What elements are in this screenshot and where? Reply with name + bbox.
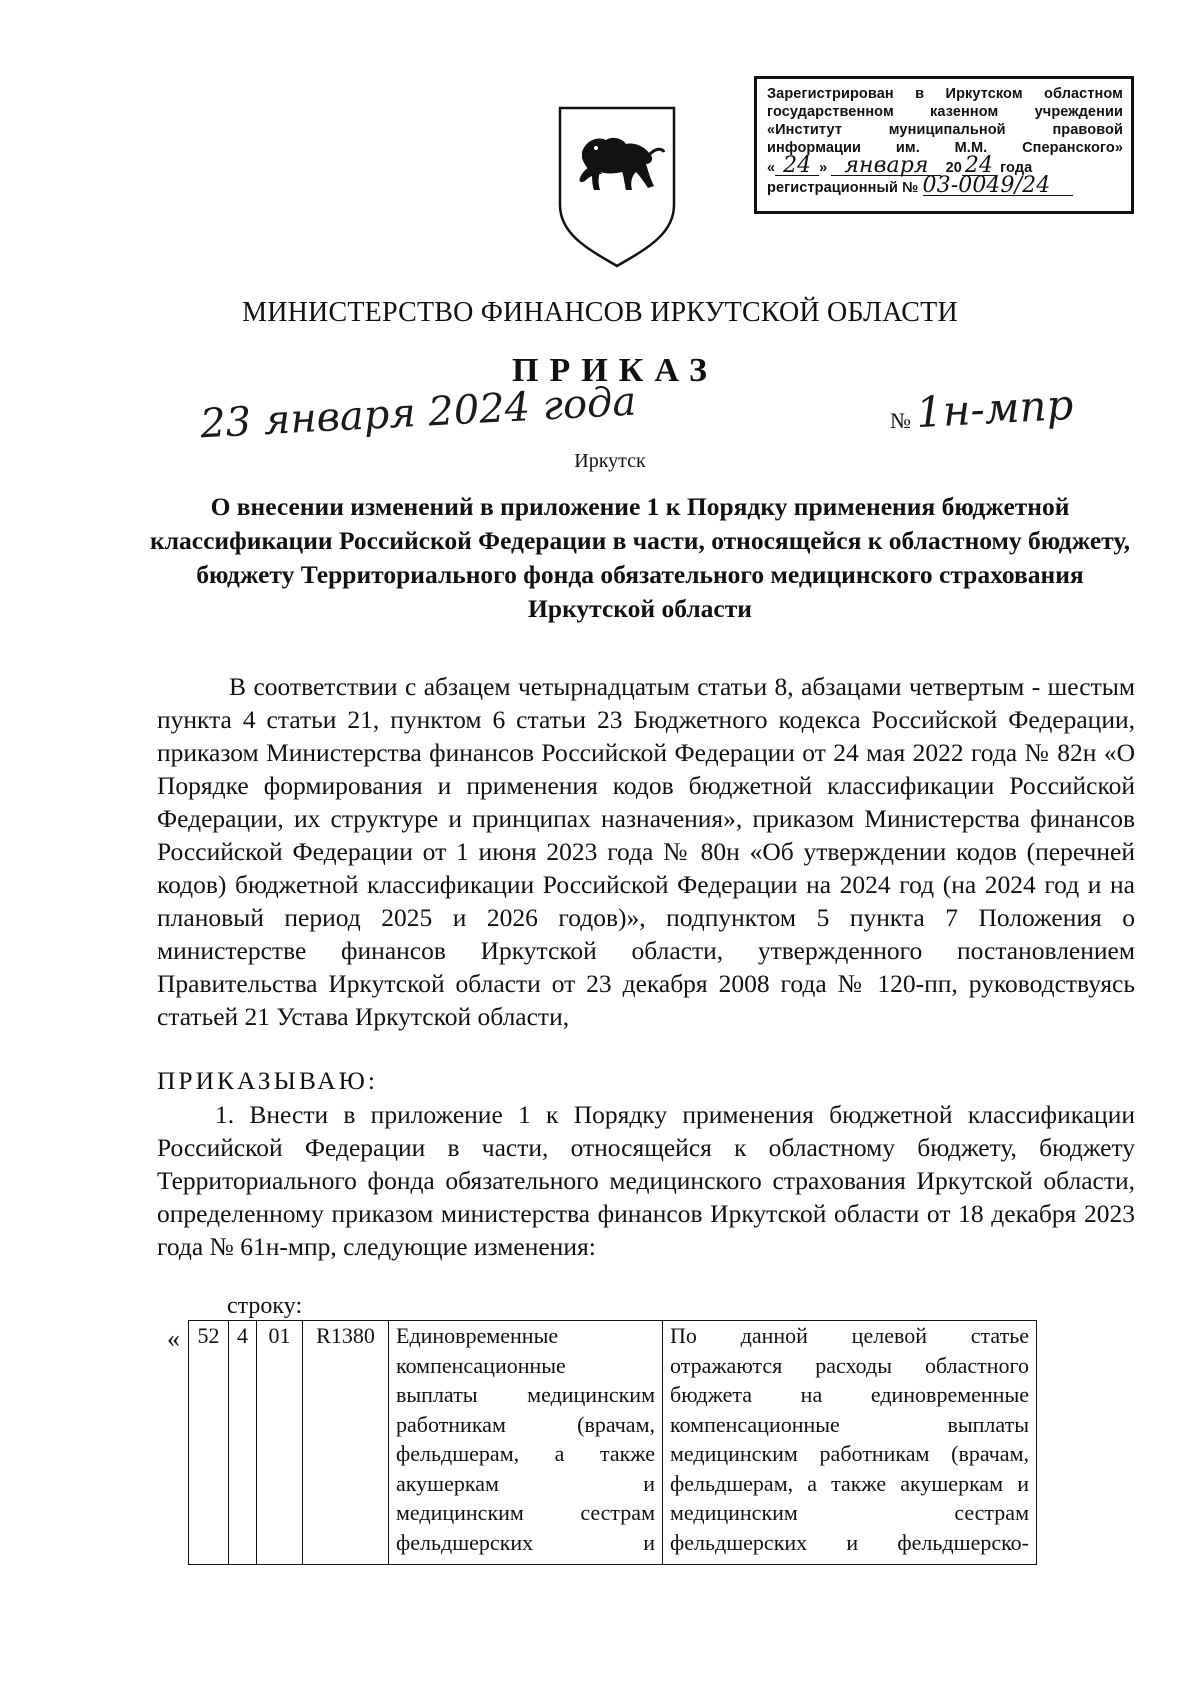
name-line: работникам (врачам, <box>396 1411 655 1437</box>
description-line: По данной целевой статье <box>670 1323 1029 1348</box>
preamble-paragraph: В соответствии с абзацем четырнадцатым статьи 8, абзацами четвертым - шестым пункта 4 статьи 21, пунктом 6 статьи 23 Бюджетного кодекса Российской Федерации, приказом Министерства финансов Российской Федерации от 24 мая 2022 года № 82н «О Порядке формирования и применения кодов бюджетной классификации Российской Федерации, их структуре и принципах назначения», приказом Министерства финансов Российской Федерации от 1 июня 2023 года № 80н «Об утверждении кодов (перечней кодов) бюджетной классификации Российской Федерации на 2024 год (на 2024 год и на плановый период 2025 и 2026 годов)», подпунктом 5 пункта 7 Положения о министерстве финансов Иркутской области, утвержденного постановлением Правительства Иркутской области от 23 декабря 2008 года № 120-пп, руководствуясь статьей 21 Устава Иркутской области, <box>157 672 1135 1031</box>
code-cell-expense: R1380 <box>303 1321 389 1565</box>
description-line: медицинским работникам (врачам, <box>670 1441 1029 1466</box>
stamp-reg-label: регистрационный № <box>767 180 919 196</box>
order-date-handwritten: 23 января 2024 года <box>199 378 638 448</box>
code-cell-direction: 4 <box>229 1321 257 1565</box>
name-line: компенсационные <box>396 1352 566 1378</box>
stamp-line: «Институт муниципальной правовой <box>767 122 1123 138</box>
name-line: медицинским сестрам <box>396 1500 655 1525</box>
order-subject: О внесении изменений в приложение 1 к Порядку применения бюджетной классификации Российской Федерации в части, относящейся к областному бюджету, бюджету Территориального фонда обязательного медицинского страхования Иркутской области <box>150 492 1130 623</box>
name-line: фельдшерам, а также <box>396 1441 655 1466</box>
description-cell <box>663 1321 1037 1565</box>
description-line: фельдшерских и фельдшерско- <box>670 1529 1029 1555</box>
name-line: акушеркам и <box>396 1470 655 1496</box>
budget-code-table <box>188 1320 1037 1565</box>
stamp-month: января <box>831 157 941 176</box>
stamp-line: Зарегистрирован в Иркутском областном <box>767 86 1123 102</box>
name-line: выплаты медицинским <box>396 1382 655 1407</box>
name-cell <box>389 1321 663 1565</box>
description-line: компенсационные выплаты <box>670 1411 1029 1437</box>
description-line: медицинским сестрам <box>670 1500 1029 1525</box>
stamp-open-quote: « <box>767 160 776 176</box>
stamp-close-quote: » <box>819 160 828 176</box>
code-cell-subprogram: 01 <box>257 1321 303 1565</box>
city-label: Иркутск <box>574 450 646 472</box>
name-line: фельдшерских и <box>396 1529 655 1555</box>
coat-of-arms-emblem <box>552 100 682 270</box>
description-line: фельдшерам, а также акушеркам и <box>670 1470 1029 1496</box>
stamp-year-suffix: 24 <box>962 157 996 176</box>
table-open-quote: « <box>167 1324 180 1353</box>
stroku-label: строку: <box>227 1293 303 1319</box>
document-type-title: ПРИКАЗ <box>512 352 718 389</box>
stamp-year-word: года <box>1000 160 1033 176</box>
stamp-line: информации им. М.М. Сперанского» <box>767 140 1123 156</box>
command-word: ПРИКАЗЫВАЮ: <box>157 1066 378 1095</box>
stamp-day: 24 <box>775 157 819 176</box>
stamp-year-prefix: 20 <box>945 160 962 176</box>
order-number-handwritten: 1н-мпр <box>914 379 1075 438</box>
description-line: отражаются расходы областного <box>670 1352 1029 1378</box>
order-number-label: № <box>890 408 911 433</box>
item-1-paragraph: 1. Внести в приложение 1 к Порядку применения бюджетной классификации Российской Федерации в части, относящейся к областному бюджету, бюджету Территориального фонда обязательного медицинского страхования Иркутской области, определенному приказом министерства финансов Иркутской области от 18 декабря 2023 года № 61н-мпр, следующие изменения: <box>157 1100 1135 1261</box>
stamp-reg-number: 03-0049/24 <box>923 177 1073 196</box>
ministry-title: МИНИСТЕРСТВО ФИНАНСОВ ИРКУТСКОЙ ОБЛАСТИ <box>242 297 958 328</box>
description-line: бюджета на единовременные <box>670 1382 1029 1407</box>
table-row <box>189 1321 1037 1565</box>
code-cell-program: 52 <box>189 1321 229 1565</box>
name-line: Единовременные <box>396 1323 559 1348</box>
stamp-line: государственном казенном учреждении <box>767 104 1123 120</box>
stamp-reg-line <box>767 173 1123 198</box>
registration-stamp <box>754 76 1134 214</box>
